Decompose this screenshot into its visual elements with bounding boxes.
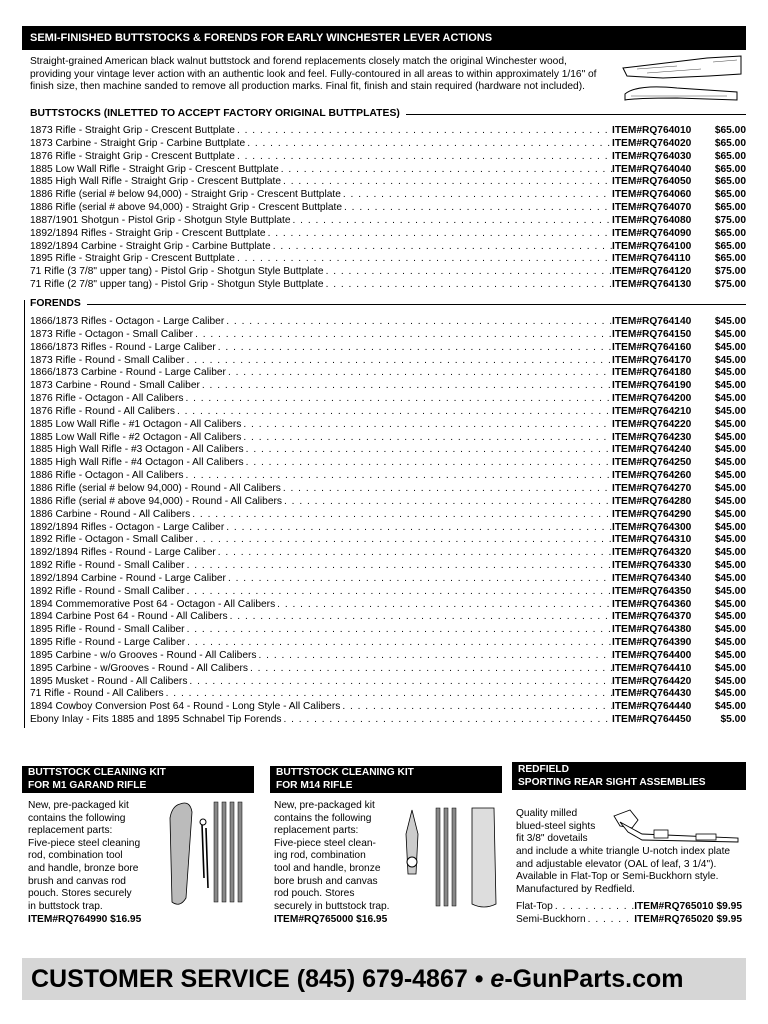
- item-price: $45.00: [714, 431, 746, 443]
- item-number: ITEM#RQ764300: [612, 521, 692, 533]
- item-number: ITEM#RQ764310: [612, 534, 692, 546]
- price-list-row: [30, 522, 746, 535]
- price-list-row: [30, 367, 746, 380]
- m1-line: replacement parts:: [28, 825, 113, 837]
- item-number: ITEM#RQ764260: [612, 470, 692, 482]
- price-list-row: [30, 138, 746, 151]
- item-description: 1885 High Wall Rifle - Straight Grip - Crescent Buttplate: [30, 176, 282, 188]
- price-list-row: [30, 714, 746, 727]
- item-description: 1885 Low Wall Rifle - Straight Grip - Crescent Buttplate: [30, 163, 279, 175]
- forend-list: [30, 316, 746, 727]
- dot-leader: [228, 611, 612, 624]
- item-description: 71 Rifle (3 7/8" upper tang) - Pistol Grip - Shotgun Style Buttplate: [30, 266, 324, 278]
- price-list-row: [30, 560, 746, 573]
- item-number: ITEM#RQ764110: [612, 253, 691, 265]
- item-description: 1886 Rifle (serial # above 94,000) - Round - All Calibers: [30, 495, 282, 507]
- redfield-box-header: [512, 762, 746, 790]
- item-description: 1892 Rifle - Octagon - Small Caliber: [30, 534, 194, 546]
- redfield-line: Manufactured by Redfield.: [516, 883, 635, 895]
- redfield-description-long: [516, 846, 746, 896]
- dot-leader: [275, 599, 612, 612]
- item-price: $65.00: [714, 150, 746, 162]
- item-description: 1892 Rifle - Round - Small Caliber: [30, 585, 185, 597]
- item-number: ITEM#RQ764160: [612, 341, 692, 353]
- price-list-row: [30, 534, 746, 547]
- m14-line: contains the following: [274, 812, 372, 824]
- item-price: $45.00: [714, 380, 746, 392]
- item-description: 1866/1873 Rifles - Round - Large Caliber: [30, 341, 216, 353]
- item-description: 1895 Rifle - Straight Grip - Crescent Buttplate: [30, 253, 235, 265]
- m14-cleaning-kit-illustration: [398, 804, 502, 914]
- price-list-row: [30, 253, 746, 266]
- price-list-row: [30, 650, 746, 663]
- buttstock-list: [30, 125, 746, 292]
- price-list-row: [30, 470, 746, 483]
- item-price: $45.00: [714, 495, 746, 507]
- dot-leader: [324, 279, 612, 292]
- option-price: $9.95: [716, 913, 742, 925]
- price-list-row: [30, 432, 746, 445]
- item-description: Ebony Inlay - Fits 1885 and 1895 Schnabel Tip Forends: [30, 714, 282, 726]
- dot-leader: [190, 509, 612, 522]
- redfield-sight-box: [512, 762, 746, 926]
- dot-leader: [185, 586, 612, 599]
- option-item-number: ITEM#RQ765020: [634, 913, 714, 925]
- footer-brand-prefix: e: [490, 965, 505, 993]
- m14-line: rod pouch. Stores: [274, 888, 355, 900]
- m1-title-line2: FOR M1 GARAND RIFLE: [28, 779, 147, 791]
- m14-title-line1: BUTTSTOCK CLEANING KIT: [276, 767, 414, 778]
- item-number: ITEM#RQ764100: [612, 240, 692, 252]
- dot-leader: [244, 444, 612, 457]
- item-price: $45.00: [714, 328, 746, 340]
- item-description: 1886 Rifle (serial # above 94,000) - Straight Grip - Crescent Buttplate: [30, 202, 343, 214]
- item-price: $65.00: [714, 240, 746, 252]
- forends-title-text: FORENDS: [30, 298, 81, 309]
- item-number: ITEM#RQ764180: [612, 367, 692, 379]
- item-price: $45.00: [714, 457, 746, 469]
- dot-leader: [185, 355, 612, 368]
- item-price: $45.00: [714, 508, 746, 520]
- item-description: 1876 Rifle - Octagon - All Calibers: [30, 393, 184, 405]
- dot-leader: [241, 419, 612, 432]
- item-number: ITEM#RQ764190: [612, 380, 692, 392]
- item-price: $45.00: [714, 405, 746, 417]
- dot-leader: [244, 457, 612, 470]
- price-list-row: [30, 342, 746, 355]
- price-list-row: [30, 586, 746, 599]
- dot-leader: [164, 688, 612, 701]
- price-list-row: [30, 663, 746, 676]
- price-list-row: [30, 316, 746, 329]
- item-number: ITEM#RQ764170: [612, 354, 692, 366]
- m14-line: replacement parts:: [274, 825, 359, 837]
- price-list-row: [30, 547, 746, 560]
- footer-phone: CUSTOMER SERVICE (845) 679-4867 •: [31, 965, 491, 993]
- item-number: ITEM#RQ764090: [612, 227, 692, 239]
- item-price: $45.00: [714, 611, 746, 623]
- dot-leader: [224, 316, 612, 329]
- dot-leader: [235, 125, 612, 138]
- item-number: ITEM#RQ764210: [612, 405, 692, 417]
- item-price: $45.00: [714, 418, 746, 430]
- item-number: ITEM#RQ764360: [612, 598, 692, 610]
- item-description: 1873 Rifle - Round - Small Caliber: [30, 354, 185, 366]
- item-price: $65.00: [714, 137, 746, 149]
- price-list-row: [30, 241, 746, 254]
- page-header: SEMI-FINISHED BUTTSTOCKS & FORENDS FOR EARLY WINCHESTER LEVER ACTIONS: [22, 26, 746, 50]
- item-price: $45.00: [714, 367, 746, 379]
- item-description: 1895 Rifle - Round - Small Caliber: [30, 624, 185, 636]
- m1-line: New, pre-packaged kit: [28, 800, 129, 811]
- item-description: 1886 Rifle (serial # below 94,000) - Straight Grip - Crescent Buttplate: [30, 189, 341, 201]
- item-description: 1895 Rifle - Round - Large Caliber: [30, 637, 186, 649]
- item-description: 1895 Musket - Round - All Calibers: [30, 675, 188, 687]
- item-description: 1894 Commemorative Post 64 - Octagon - All Calibers: [30, 598, 276, 610]
- m14-line: bore brush and canvas: [274, 875, 378, 887]
- dot-leader: [324, 266, 612, 279]
- item-number: ITEM#RQ764330: [612, 560, 692, 572]
- price-list-row: [30, 688, 746, 701]
- dot-leader: [185, 637, 612, 650]
- m1-title-line1: BUTTSTOCK CLEANING KIT: [28, 767, 166, 778]
- item-price: $75.00: [714, 279, 746, 291]
- dot-leader: [241, 432, 612, 445]
- item-price: $45.00: [714, 701, 746, 713]
- item-price: $65.00: [714, 176, 746, 188]
- dot-leader: [282, 496, 612, 509]
- item-number: ITEM#RQ764140: [612, 316, 692, 327]
- item-number: ITEM#RQ764020: [612, 137, 692, 149]
- item-price: $45.00: [714, 598, 746, 610]
- item-description: 1873 Rifle - Octagon - Small Caliber: [30, 328, 194, 340]
- item-number: ITEM#RQ764450: [612, 714, 692, 726]
- m1-item-number: ITEM#RQ764990 $16.95: [28, 914, 142, 925]
- item-description: 1866/1873 Rifles - Octagon - Large Caliber: [30, 316, 225, 327]
- dot-leader: [340, 701, 612, 714]
- dot-leader: [281, 714, 612, 727]
- item-number: ITEM#RQ764370: [612, 611, 692, 623]
- item-description: 1892/1894 Carbine - Straight Grip - Carbine Buttplate: [30, 240, 271, 252]
- item-description: 1886 Rifle - Octagon - All Calibers: [30, 470, 184, 482]
- item-price: $45.00: [714, 444, 746, 456]
- price-list-row: [30, 189, 746, 202]
- m14-line: ing rod, combination: [274, 850, 366, 862]
- footer-brand: -GunParts.com: [504, 965, 684, 993]
- price-list-row: [30, 406, 746, 419]
- item-number: ITEM#RQ764230: [612, 431, 692, 443]
- item-price: $75.00: [714, 214, 746, 226]
- price-list-row: [30, 228, 746, 241]
- redfield-title-line1: REDFIELD: [518, 764, 569, 775]
- m1-line: brush and canvas rod: [28, 875, 126, 887]
- item-description: 71 Rifle - Round - All Calibers: [30, 688, 164, 700]
- item-price: $65.00: [714, 202, 746, 214]
- dot-leader: [200, 380, 612, 393]
- price-list-row: [30, 393, 746, 406]
- item-description: 1873 Carbine - Round - Small Caliber: [30, 380, 200, 392]
- item-price: $45.00: [714, 624, 746, 636]
- item-description: 1876 Rifle - Straight Grip - Crescent Buttplate: [30, 150, 235, 162]
- price-list-row: [30, 624, 746, 637]
- dot-leader: [183, 393, 612, 406]
- dot-leader: [279, 164, 612, 177]
- buttstocks-title-text: BUTTSTOCKS (INLETTED TO ACCEPT FACTORY ORIGINAL BUTTPLATES): [30, 108, 400, 119]
- price-list-row: [30, 151, 746, 164]
- price-list-row: [30, 496, 746, 509]
- item-number: ITEM#RQ764220: [612, 418, 692, 430]
- price-list-row: [30, 125, 746, 138]
- price-list-row: [30, 483, 746, 496]
- item-description: 1866/1873 Carbine - Round - Large Caliber: [30, 367, 226, 379]
- dot-leader: [553, 901, 634, 914]
- price-list-row: [30, 164, 746, 177]
- item-number: ITEM#RQ764340: [612, 572, 692, 584]
- item-number: ITEM#RQ764040: [612, 163, 692, 175]
- price-list-row: [30, 279, 746, 292]
- item-price: $45.00: [714, 470, 746, 482]
- item-description: 1885 High Wall Rifle - #4 Octagon - All Calibers: [30, 457, 244, 469]
- buttstock-forend-illustration: [617, 54, 745, 104]
- m1-cleaning-kit-illustration: [150, 798, 252, 912]
- dot-leader: [235, 253, 612, 266]
- dot-leader: [266, 228, 612, 241]
- m14-description: [274, 800, 390, 913]
- m1-line: contains the following: [28, 812, 126, 824]
- item-price: $45.00: [714, 393, 746, 405]
- item-number: ITEM#RQ764080: [612, 214, 692, 226]
- m1-line: Five-piece steel cleaning: [28, 837, 141, 849]
- item-description: 71 Rifle (2 7/8" upper tang) - Pistol Grip - Shotgun Style Buttplate: [30, 279, 324, 291]
- redfield-option-row: [516, 901, 742, 914]
- item-description: 1876 Rifle - Round - All Calibers: [30, 405, 175, 417]
- item-description: 1885 Low Wall Rifle - #1 Octagon - All Calibers: [30, 418, 242, 430]
- item-price: $45.00: [714, 662, 746, 674]
- dot-leader: [226, 573, 612, 586]
- item-price: $65.00: [714, 125, 746, 136]
- item-number: ITEM#RQ764240: [612, 444, 692, 456]
- item-description: 1886 Carbine - Round - All Calibers: [30, 508, 191, 520]
- rear-sight-illustration: [608, 800, 744, 848]
- item-description: 1873 Carbine - Straight Grip - Carbine Buttplate: [30, 137, 246, 149]
- m14-title-line2: FOR M14 RIFLE: [276, 779, 353, 791]
- dot-leader: [291, 215, 612, 228]
- dot-leader: [341, 189, 612, 202]
- dot-leader: [187, 676, 612, 689]
- left-margin-rule: [24, 300, 25, 728]
- item-number: ITEM#RQ764200: [612, 393, 692, 405]
- item-price: $65.00: [714, 163, 746, 175]
- price-list-row: [30, 266, 746, 279]
- m1-line: in buttstock trap.: [28, 900, 103, 912]
- price-list-row: [30, 457, 746, 470]
- item-number: ITEM#RQ764420: [612, 675, 692, 687]
- dot-leader: [271, 241, 612, 254]
- item-description: 1895 Carbine - w/Grooves - Round - All Calibers: [30, 662, 248, 674]
- item-price: $65.00: [714, 189, 746, 201]
- m14-box-header: [270, 766, 502, 793]
- price-list-row: [30, 329, 746, 342]
- dot-leader: [185, 560, 612, 573]
- m14-line: tool and handle, bronze: [274, 862, 381, 874]
- price-list-row: [30, 355, 746, 368]
- dot-leader: [235, 151, 612, 164]
- m1-line: pouch. Stores securely: [28, 888, 132, 900]
- option-item-number: ITEM#RQ765010: [634, 901, 714, 912]
- item-number: ITEM#RQ764010: [612, 125, 692, 136]
- item-number: ITEM#RQ764380: [612, 624, 692, 636]
- item-price: $45.00: [714, 688, 746, 700]
- price-list-row: [30, 701, 746, 714]
- dot-leader: [226, 367, 612, 380]
- dot-leader: [193, 329, 612, 342]
- item-number: ITEM#RQ764120: [612, 266, 692, 278]
- option-name: Flat-Top: [516, 901, 553, 912]
- m1-line: and handle, bronze bore: [28, 862, 139, 874]
- item-number: ITEM#RQ764290: [612, 508, 692, 520]
- item-number: ITEM#RQ764280: [612, 495, 692, 507]
- dot-leader: [216, 547, 612, 560]
- dot-leader: [586, 914, 635, 927]
- item-number: ITEM#RQ764350: [612, 585, 692, 597]
- item-price: $45.00: [714, 341, 746, 353]
- m1-line: rod, combination tool: [28, 850, 123, 862]
- item-description: 1892/1894 Rifles - Round - Large Caliber: [30, 547, 216, 559]
- item-number: ITEM#RQ764250: [612, 457, 692, 469]
- m14-cleaning-kit-box: [270, 766, 502, 930]
- section-rule: [406, 114, 746, 115]
- item-number: ITEM#RQ764060: [612, 189, 692, 201]
- price-list-row: [30, 444, 746, 457]
- item-description: 1894 Cowboy Conversion Post 64 - Round - Long Style - All Calibers: [30, 701, 341, 713]
- item-price: $45.00: [714, 675, 746, 687]
- dot-leader: [185, 624, 612, 637]
- customer-service-footer: [22, 958, 746, 1000]
- forends-title: [30, 297, 746, 311]
- redfield-options: [516, 901, 742, 926]
- item-description: 1892/1894 Carbine - Round - Large Caliber: [30, 572, 226, 584]
- m14-line: Five-piece steel clean-: [274, 837, 376, 849]
- dot-leader: [193, 534, 612, 547]
- redfield-line: blued-steel sights: [516, 820, 596, 832]
- redfield-line: and adjustable elevator (OAL of leaf, 3 1/4").: [516, 858, 717, 870]
- redfield-title-line2: SPORTING REAR SIGHT ASSEMBLIES: [518, 777, 706, 788]
- dot-leader: [281, 483, 612, 496]
- item-price: $45.00: [714, 482, 746, 494]
- item-description: 1885 Low Wall Rifle - #2 Octagon - All Calibers: [30, 431, 242, 443]
- price-list-row: [30, 611, 746, 624]
- redfield-option-row: [516, 914, 742, 927]
- m1-box-header: [22, 766, 254, 793]
- option-name: Semi-Buckhorn: [516, 913, 586, 925]
- item-number: ITEM#RQ764430: [612, 688, 692, 700]
- price-list-row: [30, 573, 746, 586]
- price-list-row: [30, 380, 746, 393]
- price-list-row: [30, 599, 746, 612]
- m1-description: [28, 800, 140, 913]
- item-price: $65.00: [714, 227, 746, 239]
- option-price: $9.95: [716, 901, 742, 912]
- item-number: ITEM#RQ764400: [612, 649, 692, 661]
- item-price: $75.00: [714, 266, 746, 278]
- item-number: ITEM#RQ764130: [612, 279, 692, 291]
- item-price: $45.00: [714, 534, 746, 546]
- redfield-line: fit 3/8" dovetails: [516, 833, 588, 845]
- dot-leader: [342, 202, 612, 215]
- item-number: ITEM#RQ764270: [612, 482, 692, 494]
- item-description: 1885 High Wall Rifle - #3 Octagon - All Calibers: [30, 444, 244, 456]
- price-list-row: [30, 509, 746, 522]
- item-description: 1873 Rifle - Straight Grip - Crescent Buttplate: [30, 125, 235, 136]
- dot-leader: [281, 176, 612, 189]
- item-price: $45.00: [714, 572, 746, 584]
- item-price: $45.00: [714, 316, 746, 327]
- m1-cleaning-kit-box: [22, 766, 254, 930]
- item-description: 1887/1901 Shotgun - Pistol Grip - Shotgun Style Buttplate: [30, 214, 291, 226]
- price-list-row: [30, 202, 746, 215]
- price-list-row: [30, 215, 746, 228]
- item-price: $45.00: [714, 354, 746, 366]
- item-number: ITEM#RQ764390: [612, 637, 692, 649]
- item-price: $45.00: [714, 585, 746, 597]
- dot-leader: [257, 650, 613, 663]
- dot-leader: [175, 406, 612, 419]
- item-description: 1894 Carbine Post 64 - Round - All Calibers: [30, 611, 228, 623]
- section-rule: [87, 304, 746, 305]
- redfield-line: and include a white triangle U-notch index plate: [516, 846, 731, 857]
- dot-leader: [183, 470, 612, 483]
- item-price: $65.00: [714, 253, 746, 265]
- item-price: $45.00: [714, 521, 746, 533]
- item-number: ITEM#RQ764050: [612, 176, 692, 188]
- m14-line: securely in buttstock trap.: [274, 900, 390, 912]
- item-price: $45.00: [714, 637, 746, 649]
- price-list-row: [30, 419, 746, 432]
- item-description: 1886 Rifle (serial # below 94,000) - Round - All Calibers: [30, 482, 281, 494]
- item-number: ITEM#RQ764410: [612, 662, 692, 674]
- item-description: 1895 Carbine - w/o Grooves - Round - All Calibers: [30, 649, 257, 661]
- item-number: ITEM#RQ764030: [612, 150, 692, 162]
- item-description: 1892/1894 Rifles - Octagon - Large Caliber: [30, 521, 225, 533]
- item-number: ITEM#RQ764070: [612, 202, 692, 214]
- item-price: $5.00: [720, 714, 746, 726]
- item-price: $45.00: [714, 649, 746, 661]
- m14-item-number: ITEM#RQ765000 $16.95: [274, 914, 388, 925]
- price-list-row: [30, 637, 746, 650]
- item-number: ITEM#RQ764440: [612, 701, 692, 713]
- item-description: 1892 Rifle - Round - Small Caliber: [30, 560, 185, 572]
- item-price: $45.00: [714, 560, 746, 572]
- item-description: 1892/1894 Rifles - Straight Grip - Crescent Buttplate: [30, 227, 266, 239]
- redfield-line: Available in Flat-Top or Semi-Buckhorn style.: [516, 871, 719, 883]
- intro-text: Straight-grained American black walnut buttstock and forend replacements closely match the original Winchester wood, providing your vintage lever action with an authentic look and feel. Fully-contoured in all areas to within approximately 1/16" of finish size, then machine sanded to remove all production marks. Final fit, finish and stain required (hardware not included).: [30, 56, 597, 93]
- dot-leader: [248, 663, 612, 676]
- buttstocks-title: [30, 107, 746, 121]
- dot-leader: [245, 138, 612, 151]
- redfield-description-short: [516, 808, 595, 846]
- item-number: ITEM#RQ764320: [612, 547, 692, 559]
- redfield-line: Quality milled: [516, 808, 578, 819]
- dot-leader: [224, 522, 612, 535]
- price-list-row: [30, 676, 746, 689]
- price-list-row: [30, 176, 746, 189]
- m14-line: New, pre-packaged kit: [274, 800, 375, 811]
- dot-leader: [216, 342, 612, 355]
- item-price: $45.00: [714, 547, 746, 559]
- item-number: ITEM#RQ764150: [612, 328, 692, 340]
